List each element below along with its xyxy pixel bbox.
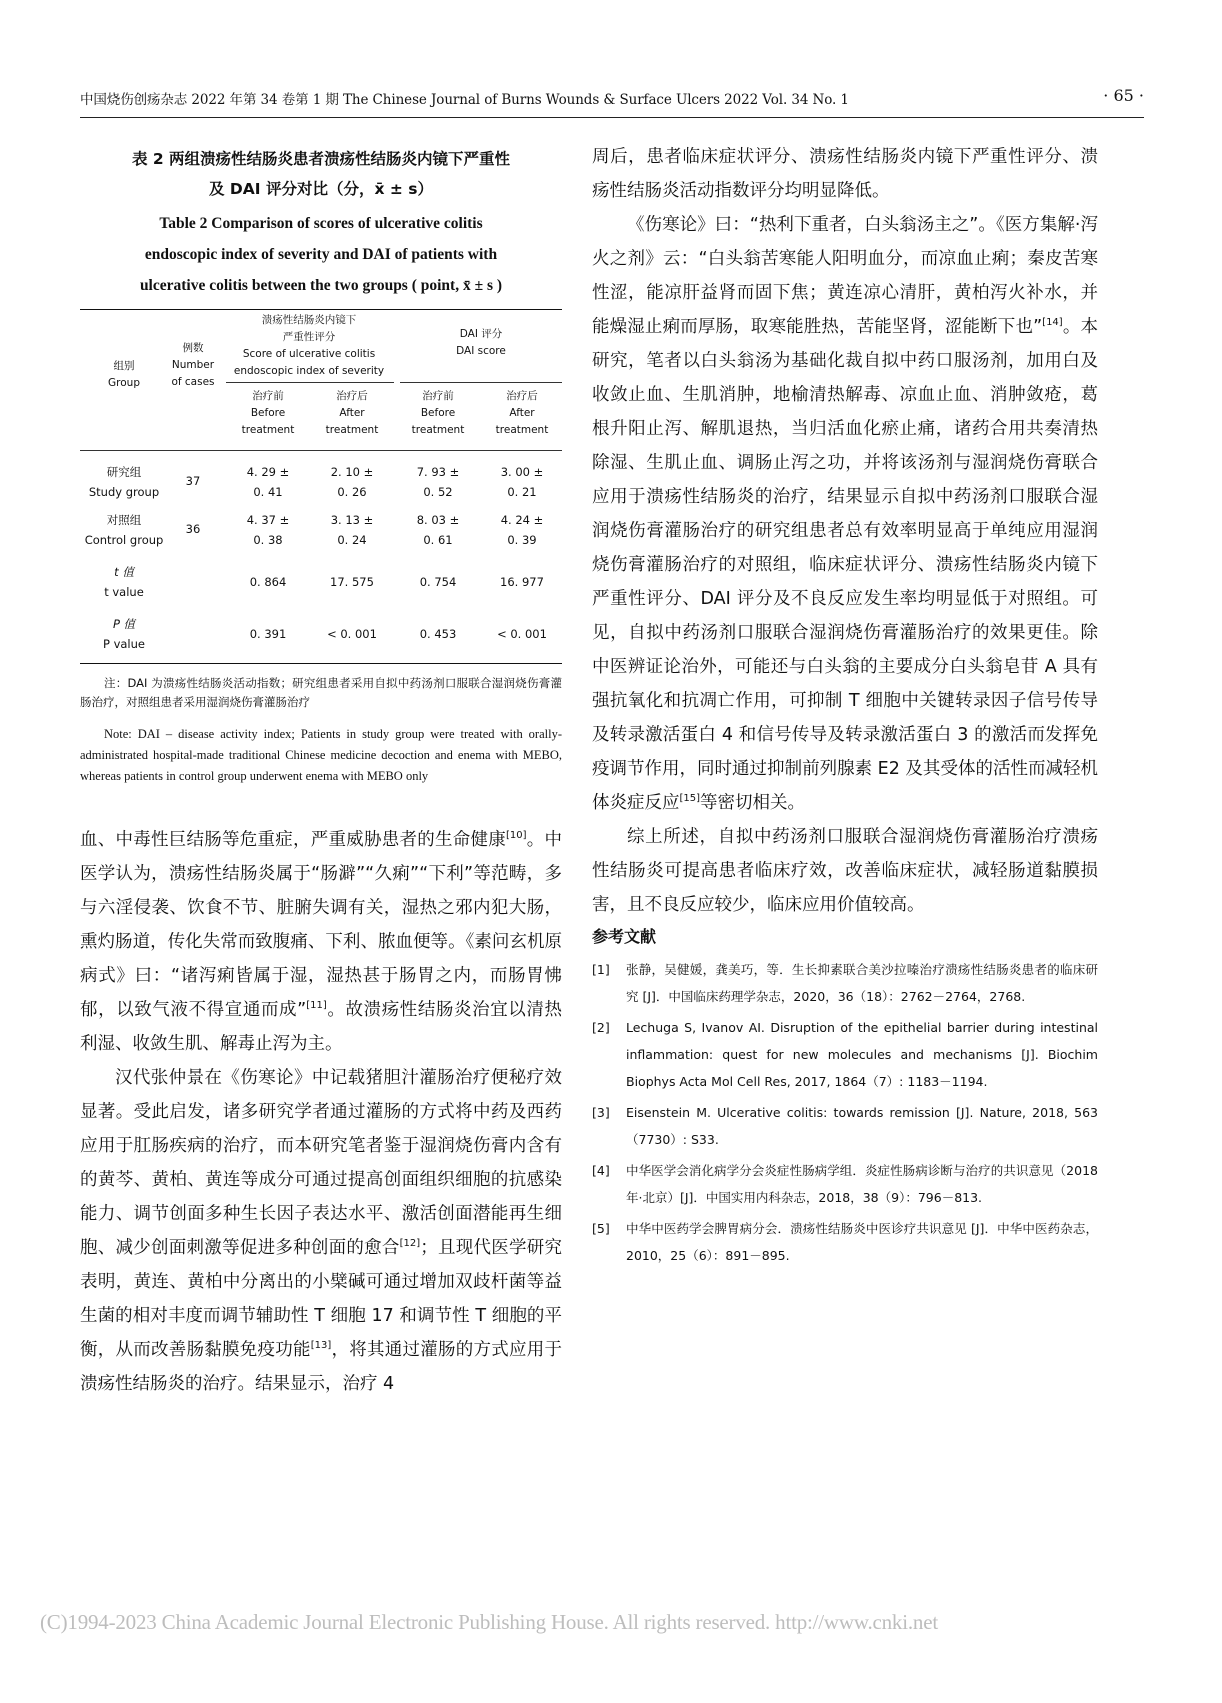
header-rule	[80, 450, 562, 451]
th-dai: DAI 评分 DAI score	[456, 328, 506, 357]
right-column	[592, 140, 1098, 1273]
left-body	[80, 823, 562, 1401]
th-cases: 例数 Number of cases	[171, 342, 215, 388]
table-note-en: Note: DAI – disease activity index; Patients in study group were treated with orally-administrated hospital-made traditional Chinese medicine decoction and enema with MEBO, whereas patients in control group underwent enema with MEBO only	[80, 727, 562, 783]
paragraph: 《伤寒论》曰：“热利下重者，白头翁汤主之”。《医方集解·泻火之剂》云：“白头翁苦寒能人阳明血分，而凉血止痢；秦皮苦寒性涩，能凉肝益肾而固下焦；黄连凉心清肝，黄柏泻火补水，并能燥湿止痢而厚肠，取寒能胜热，苦能坚肾，涩能断下也”[14]。本研究，笔者以白头翁汤为基础化裁自拟中药口服汤剂，加用白及收敛止血、生肌消肿，地榆清热解毒、凉血止血、消肿敛疮，葛根升阳止泻、解肌退热，当归活血化瘀止痛，诸药合用共奏清热除湿、生肌止血、调肠止泻之功，并将该汤剂与湿润烧伤膏联合应用于溃疡性结肠炎的治疗，结果显示自拟中药汤剂口服联合湿润烧伤膏灌肠治疗的研究组患者总有效率明显高于单纯应用湿润烧伤膏灌肠治疗的对照组，临床症状评分、溃疡性结肠炎内镜下严重性评分、DAI 评分及不良反应发生率均明显低于对照组。可见，自拟中药汤剂口服联合湿润烧伤膏灌肠治疗的效果更佳。除中医辨证论治外，可能还与白头翁的主要成分白头翁皂苷 A 具有强抗氧化和抗凋亡作用，可抑制 T 细胞中关键转录因子信号传导及转录激活蛋白 4 和信号传导及转录激活蛋白 3 的激活而发挥免疫调节作用，同时通过抑制前列腺素 E2 及其受体的活性而减轻机体炎症反应[15]等密切相关。	[592, 215, 1098, 813]
reference-item: [5] 中华中医药学会脾胃病分会．溃疡性结肠炎中医诊疗共识意见 [J]．中华中医药杂志，2010，25（6）：891－895.	[592, 1221, 1098, 1263]
paragraph: 血、中毒性巨结肠等危重症，严重威胁患者的生命健康[10]。中医学认为，溃疡性结肠炎属于“肠澼”“久痢”“下利”等范畴，多与六淫侵袭、饮食不节、脏腑失调有关，湿热之邪内犯大肠，熏灼肠道，传化失常而致腹痛、下利、脓血便等。《素问玄机原病式》曰：“诸泻痢皆属于湿，湿热甚于肠胃之内，而肠胃怫郁，以致气液不得宣通而成”[11]。故溃疡性结肠炎治宜以清热利湿、收敛生肌、解毒止泻为主。	[80, 830, 563, 1054]
copyright-footer: (C)1994-2023 China Academic Journal Electronic Publishing House. All rights reserved. http://www.cnki.net	[40, 1610, 938, 1634]
references-title: 参考文献	[592, 927, 657, 946]
right-body	[592, 140, 1098, 922]
th-before-1: 治疗前 Before treatment	[241, 390, 295, 436]
journal-header: 中国烧伤创疡杂志 2022 年第 34 卷第 1 期 The Chinese Journal of Burns Wounds & Surface Ulcers 2022 Vol. 34 No. 1	[80, 92, 849, 108]
reference-item: [4] 中华医学会消化病学分会炎症性肠病学组．炎症性肠病诊断与治疗的共识意见（2018 年·北京）[J]．中国实用内科杂志，2018，38（9）：796－813.	[592, 1163, 1098, 1205]
reference-list	[592, 956, 1098, 1269]
th-after-2: 治疗后 After treatment	[495, 390, 549, 436]
table-cell: 2. 10 ± 0. 26	[330, 465, 374, 499]
table-row-label: P 值 P value	[102, 617, 145, 651]
table-row-label: 对照组 Control group	[84, 513, 164, 547]
table-cell: 4. 29 ± 0. 41	[246, 465, 290, 499]
table-cell: 0. 864	[249, 575, 287, 589]
subheader-rule-2	[400, 382, 562, 383]
comparison-table	[80, 309, 562, 664]
reference-item: [1] 张静，吴健媛，龚美巧，等．生长抑素联合美沙拉嗪治疗溃疡性结肠炎患者的临床研究 [J]．中国临床药理学杂志，2020，36（18）：2762－2764，2768.	[592, 962, 1098, 1004]
th-after-1: 治疗后 After treatment	[325, 390, 379, 436]
table-row-label: 研究组 Study group	[88, 465, 160, 499]
page-number: · 65 ·	[1103, 86, 1144, 105]
table-title-en-2: endoscopic index of severity and DAI of patients with	[144, 246, 498, 263]
table-cell: 36	[185, 522, 201, 536]
table-note-cn: 注：DAI 为溃疡性结肠炎活动指数；研究组患者采用自拟中药汤剂口服联合湿润烧伤膏灌肠治疗，对照组患者采用湿润烧伤膏灌肠治疗	[80, 676, 562, 709]
running-header	[80, 88, 1144, 118]
left-column	[80, 144, 562, 1401]
th-uceis: 溃疡性结肠炎内镜下 严重性评分 Score of ulcerative colitis endoscopic index of severity	[233, 314, 385, 377]
table-cell: < 0. 001	[497, 627, 547, 641]
subheader-rule-1	[226, 382, 394, 383]
table-title-en-1: Table 2 Comparison of scores of ulcerative colitis	[159, 215, 483, 232]
table-cell: 16. 977	[500, 575, 544, 589]
table-title-en-3: ulcerative colitis between the two groups ( point, x̄ ± s )	[139, 277, 503, 294]
table-title-cn-1: 表 2 两组溃疡性结肠炎患者溃疡性结肠炎内镜下严重性	[131, 150, 511, 168]
table-notes	[80, 674, 562, 787]
table-cell: 3. 13 ± 0. 24	[330, 513, 374, 547]
table-row-label: t 值 t value	[104, 565, 144, 599]
table-title-cn-2: 及 DAI 评分对比（分，x̄ ± s）	[209, 180, 433, 198]
paragraph: 汉代张仲景在《伤寒论》中记载猪胆汁灌肠治疗便秘疗效显著。受此启发，诸多研究学者通过灌肠的方式将中药及西药应用于肛肠疾病的治疗，而本研究笔者鉴于湿润烧伤膏内含有的黄芩、黄柏、黄连等成分可通过提高创面组织细胞的抗感染能力、调节创面多种生长因子表达水平、激活创面潜能再生细胞、减少创面刺激等促进多种创面的愈合[12]；且现代医学研究表明，黄连、黄柏中分离出的小檗碱可通过增加双歧杆菌等益生菌的相对丰度而调节辅助性 T 细胞 17 和调节性 T 细胞的平衡，从而改善肠黏膜免疫功能[13]，将其通过灌肠的方式应用于溃疡性结肠炎的治疗。结果显示，治疗 4	[80, 1068, 562, 1394]
table-cell: 7. 93 ± 0. 52	[416, 465, 460, 499]
reference-item: [3] Eisenstein M. Ulcerative colitis: towards remission [J]. Nature, 2018, 563（7730）: S33.	[592, 1105, 1098, 1147]
table-cell: 37	[185, 474, 201, 488]
table-cell: 0. 754	[419, 575, 457, 589]
reference-item: [2] Lechuga S, Ivanov AI. Disruption of the epithelial barrier during intestinal inflammation: quest for new molecules and mechanisms [J]. Biochim Biophys Acta Mol Cell Res, 2017, 1864（7）: 1183－1194.	[592, 1020, 1098, 1089]
table-cell: < 0. 001	[327, 627, 377, 641]
table-cell: 0. 453	[419, 627, 457, 641]
table-cell: 4. 37 ± 0. 38	[246, 513, 290, 547]
paragraph: 周后，患者临床症状评分、溃疡性结肠炎内镜下严重性评分、溃疡性结肠炎活动指数评分均明显降低。	[592, 147, 1098, 201]
th-before-2: 治疗前 Before treatment	[411, 390, 465, 436]
table-cell: 8. 03 ± 0. 61	[416, 513, 460, 547]
table-cell: 4. 24 ± 0. 39	[500, 513, 544, 547]
table-cell: 0. 391	[249, 627, 287, 641]
th-group: 组别 Group	[108, 360, 140, 389]
table-cell: 17. 575	[330, 575, 374, 589]
paragraph: 综上所述，自拟中药汤剂口服联合湿润烧伤膏灌肠治疗溃疡性结肠炎可提高患者临床疗效，改善临床症状，减轻肠道黏膜损害，且不良反应较少，临床应用价值较高。	[592, 827, 1098, 915]
table-cell: 3. 00 ± 0. 21	[500, 465, 544, 499]
